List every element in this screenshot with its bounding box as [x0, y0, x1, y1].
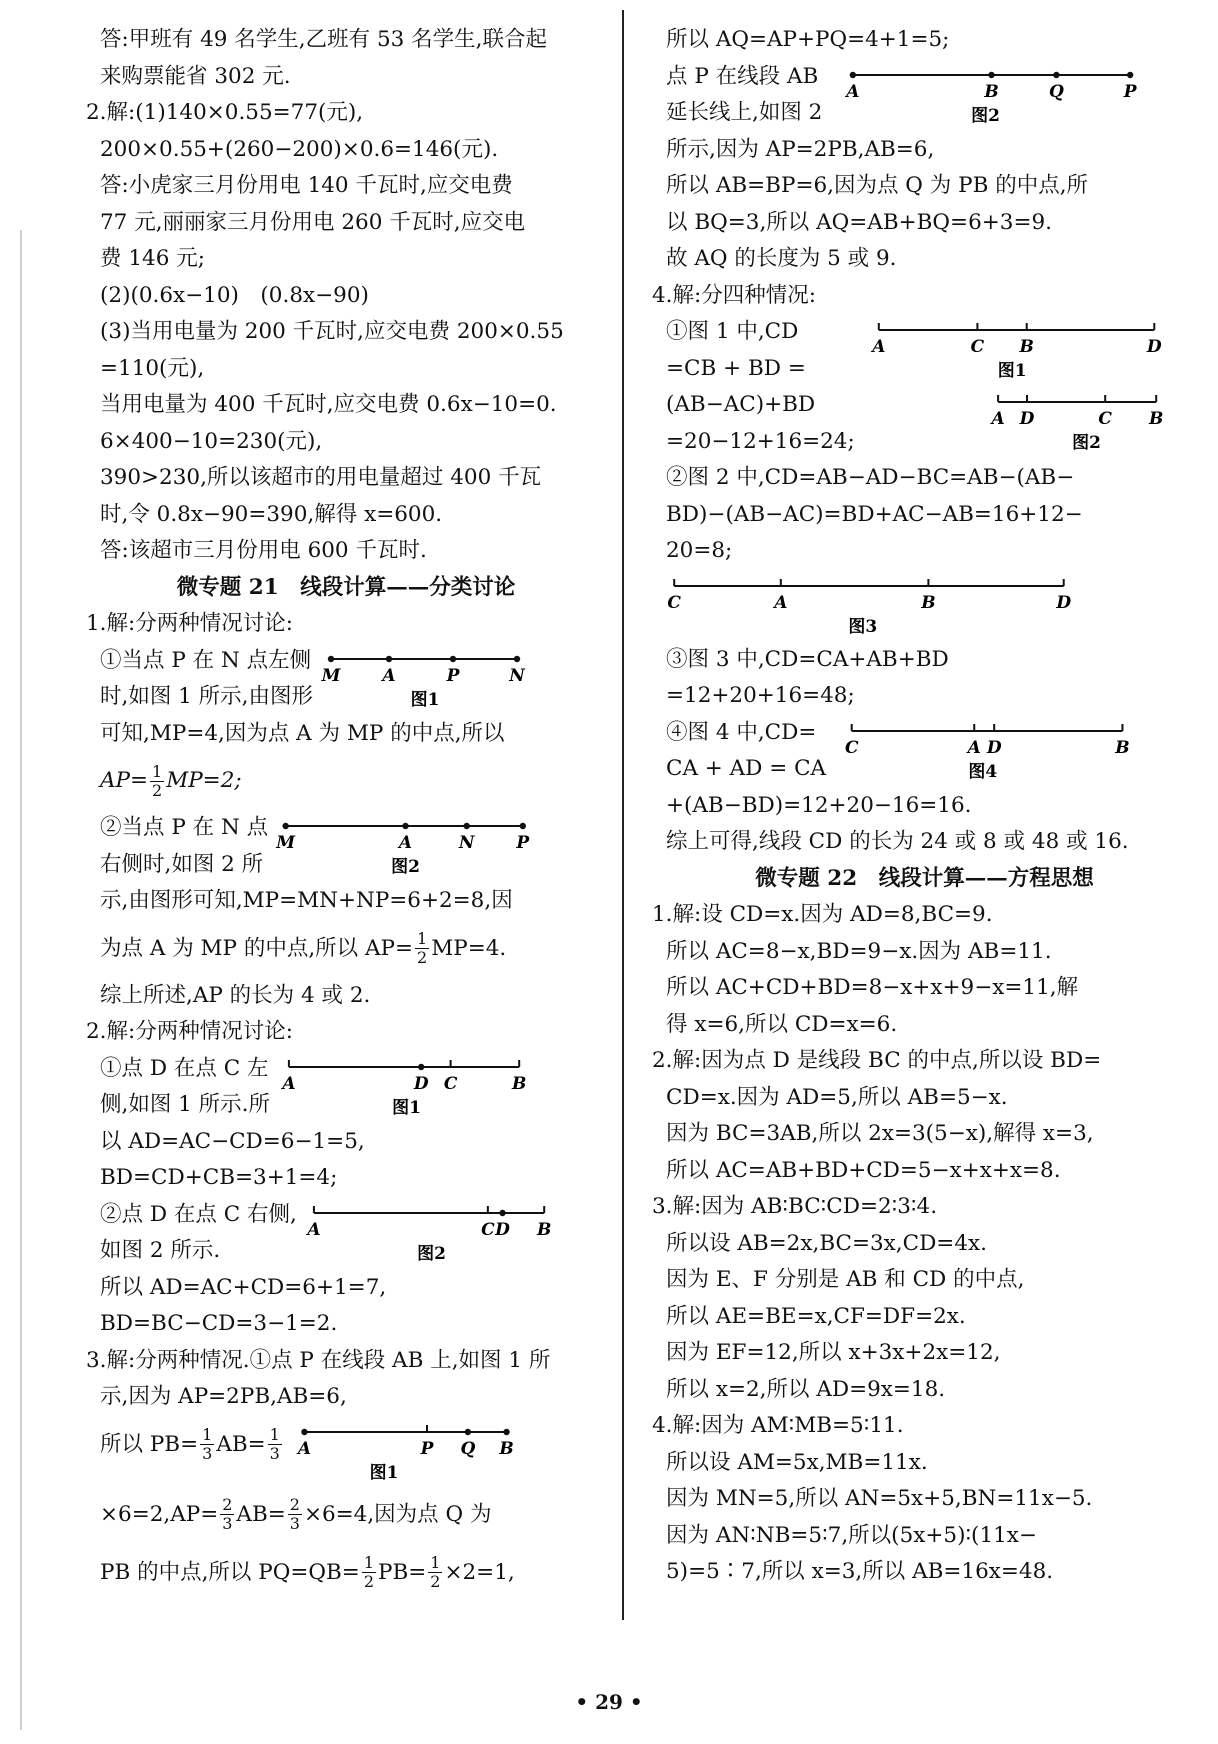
math-text: ×6=2,AP=	[100, 1501, 219, 1527]
figure-caption: 图4	[968, 761, 998, 782]
segment-point	[386, 655, 392, 661]
text-line	[86, 1544, 606, 1602]
text-line: ③图 3 中,CD=CA+AB+BD	[666, 646, 949, 672]
text-line: 因为 EF=12,所以 x+3x+2x=12,	[666, 1340, 1001, 1365]
text-line: 当用电量为 400 千瓦时,应交电费 0.6x−10=0.	[100, 392, 557, 417]
segment-point	[402, 823, 408, 829]
math-text: 为点 A 为 MP 的中点,所以 AP=	[100, 935, 414, 961]
fraction-numerator: 1	[430, 1553, 441, 1572]
text-line: 综上可得,线段 CD 的长为 24 或 8 或 48 或 16.	[666, 829, 1129, 854]
q3-case2-row	[652, 59, 1197, 132]
text-line	[86, 752, 606, 810]
point-label: A	[871, 337, 886, 357]
segment-figure	[993, 386, 1163, 458]
fraction-numerator: 1	[417, 929, 428, 948]
text-line: 延长线上,如图 2	[666, 100, 823, 125]
fraction-numerator: 1	[363, 1553, 375, 1572]
text-line: CD=x.因为 AD=5,所以 AB=5−x.	[666, 1084, 1008, 1110]
point-label: Q	[1049, 81, 1065, 102]
point-label: D	[495, 1219, 510, 1240]
text-line: 所以 AC+CD+BD=8−x+x+9−x=11,解	[666, 975, 1079, 1000]
point-label: D	[1056, 592, 1072, 613]
figure-caption: 图1	[410, 689, 440, 710]
text-line: 如图 2 所示.	[100, 1238, 221, 1263]
point-label: D	[1019, 409, 1035, 429]
text-line: =20−12+16=24;	[666, 428, 855, 454]
fraction	[268, 1426, 282, 1463]
text-line: 以 AD=AC−CD=6−1=5,	[100, 1128, 365, 1154]
text-line: BD=CD+CB=3+1=4;	[100, 1165, 338, 1190]
text-line: 20=8;	[666, 538, 733, 563]
text-line: 200×0.55+(260−200)×0.6=146(元).	[100, 136, 499, 162]
scan-edge-line	[20, 230, 22, 1730]
text-line: ①点 D 在点 C 左	[100, 1055, 269, 1081]
math-text: MP=4.	[431, 935, 507, 961]
text-line: 2.解:因为点 D 是线段 BC 的中点,所以设 BD=	[652, 1048, 1102, 1073]
math-text: ×2=1,	[444, 1559, 515, 1585]
segment-point	[464, 1428, 470, 1434]
point-label: A	[382, 665, 396, 686]
text-line: 可知,MP=4,因为点 A 为 MP 的中点,所以	[100, 720, 505, 746]
fraction-denominator: 3	[222, 1514, 233, 1533]
segment-diagram	[844, 59, 1139, 129]
text-line: 所以设 AM=5x,MB=11x.	[666, 1449, 928, 1475]
text-line: 答:该超市三月份用电 600 千瓦时.	[100, 538, 427, 563]
text-line: BD)−(AB−AC)=BD+AC−AB=16+12−	[666, 501, 1083, 527]
text-line: BD=BC−CD=3−1=2.	[100, 1311, 338, 1336]
math-text: PB 的中点,所以 PQ=QB=	[100, 1559, 360, 1585]
text-line: =12+20+16=48;	[666, 683, 855, 708]
point-label: A	[774, 592, 788, 613]
q2-case1-row	[86, 1051, 606, 1124]
text-line: 所以 AC=8−x,BD=9−x.因为 AB=11.	[666, 938, 1052, 964]
text-line: 77 元,丽丽家三月份用电 260 千瓦时,应交电	[100, 209, 526, 235]
math-text: AB=	[216, 1431, 266, 1457]
point-label: A	[282, 1073, 296, 1094]
text-line: 6×400−10=230(元),	[100, 428, 323, 454]
segment-diagram	[284, 1051, 529, 1121]
point-label: A	[297, 1438, 311, 1459]
point-label: C	[845, 737, 859, 758]
text-line: 所以设 AB=2x,BC=3x,CD=4x.	[666, 1230, 987, 1256]
fraction-denominator: 3	[202, 1444, 213, 1463]
segment-point	[283, 823, 289, 829]
text-line: 时,如图 1 所示,由图形	[100, 684, 314, 709]
text-line: 综上所述,AP 的长为 4 或 2.	[100, 982, 371, 1008]
point-label: B	[984, 81, 1000, 102]
column-divider	[622, 10, 624, 1620]
text-line: CA + AD = CA	[666, 756, 827, 781]
text-line: 1.解:设 CD=x.因为 AD=8,BC=9.	[652, 902, 993, 927]
text-line: (AB−AC)+BD	[666, 392, 816, 417]
point-label: C	[443, 1073, 458, 1094]
point-label: C	[480, 1219, 495, 1240]
text-line: 1.解:分两种情况讨论:	[86, 611, 294, 636]
figure-caption: 图2	[416, 1243, 446, 1264]
point-label: M	[321, 665, 341, 686]
text-line	[86, 920, 606, 978]
text-line: 来购票能省 302 元.	[100, 63, 291, 89]
text-line: 所以 AC=AB+BD+CD=5−x+x+x=8.	[666, 1157, 1061, 1183]
point-label: B	[512, 1073, 527, 1094]
fraction-numerator: 1	[202, 1425, 213, 1444]
fraction	[150, 763, 164, 800]
text-line: ①图 1 中,CD	[666, 319, 799, 344]
point-label: A	[846, 81, 860, 102]
segment-point	[1127, 71, 1133, 77]
point-label: B	[921, 592, 936, 613]
segment-diagram	[309, 1197, 554, 1267]
segment-figure	[846, 715, 1131, 787]
text-line: 点 P 在线段 AB	[666, 63, 819, 89]
segment-point	[989, 71, 995, 77]
math-text: 所以 PB=	[100, 1431, 199, 1457]
math-text: MP=2;	[166, 768, 242, 793]
text-line: 因为 E、F 分别是 AB 和 CD 的中点,	[666, 1267, 1025, 1292]
text-line: 4.解:分四种情况:	[652, 282, 817, 308]
figure-caption: 图2	[971, 105, 1001, 126]
segment-diagram	[298, 1416, 513, 1486]
text-line: 2.解:(1)140×0.55=77(元),	[86, 100, 364, 125]
figure-caption: 图3	[848, 616, 878, 637]
math-text: ×6=4,因为点 Q 为	[303, 1501, 492, 1527]
text-line: 4.解:因为 AM∶MB=5∶11.	[652, 1413, 904, 1438]
fraction-numerator: 2	[222, 1495, 233, 1514]
segment-diagram	[666, 570, 1076, 642]
fraction-denominator: 3	[269, 1444, 280, 1463]
segment-diagram	[846, 715, 1131, 787]
math-text: AP=	[100, 768, 149, 793]
fraction-numerator: 1	[152, 761, 163, 781]
text-line: 3.解:因为 AB∶BC∶CD=2∶3∶4.	[652, 1194, 938, 1219]
segment-figure	[278, 810, 533, 880]
point-label: C	[970, 337, 984, 357]
segment-point	[499, 1209, 505, 1215]
segment-figure	[321, 643, 525, 713]
text-line	[86, 1486, 606, 1544]
q2-case2-row	[86, 1197, 606, 1270]
segment-diagram	[321, 643, 525, 713]
segment-diagram	[993, 386, 1163, 458]
text-line: 时,令 0.8x−90=390,解得 x=600.	[100, 501, 443, 527]
fraction-numerator: 2	[289, 1495, 300, 1514]
text-line: 得 x=6,所以 CD=x=6.	[666, 1011, 898, 1037]
text-line: 答:小虎家三月份用电 140 千瓦时,应交电费	[100, 173, 513, 198]
point-label: A	[307, 1219, 321, 1240]
segment-point	[464, 823, 470, 829]
left-column	[86, 22, 606, 1602]
text-line: (3)当用电量为 200 千瓦时,应交电费 200×0.55	[100, 319, 564, 344]
text-line: ①当点 P 在 N 点左侧	[100, 647, 312, 673]
text-line: ②当点 P 在 N 点	[100, 815, 269, 840]
page-number: • 29 •	[575, 1690, 643, 1714]
text-line: 示,因为 AP=2PB,AB=6,	[100, 1384, 347, 1409]
fraction	[362, 1554, 376, 1591]
text-line: 所以 AB=BP=6,因为点 Q 为 PB 的中点,所	[666, 173, 1089, 198]
figure-caption: 图2	[1071, 433, 1101, 453]
text-line: 以 BQ=3,所以 AQ=AB+BQ=6+3=9.	[666, 209, 1052, 235]
segment-point	[418, 1063, 424, 1069]
point-label: A	[991, 409, 1005, 429]
q1-case2-row	[86, 810, 606, 883]
fraction-denominator: 2	[430, 1572, 441, 1591]
section-title: 微专题 22 线段计算——方程思想	[755, 865, 1094, 891]
fraction	[200, 1426, 214, 1463]
text-line: =CB + BD =	[666, 355, 806, 381]
figure-caption: 图1	[997, 361, 1027, 381]
segment-figure	[298, 1416, 513, 1486]
text-line: ②点 D 在点 C 右侧,	[100, 1201, 297, 1227]
segment-figure	[666, 570, 1076, 642]
text-line: 侧,如图 1 所示.所	[100, 1092, 271, 1117]
point-label: D	[413, 1073, 429, 1094]
figure-caption: 图1	[392, 1097, 421, 1118]
text-line: 因为 AN∶NB=5∶7,所以(5x+5)∶(11x−	[666, 1522, 1037, 1548]
segment-diagram	[873, 314, 1163, 386]
text-line: ②图 2 中,CD=AB−AD−BC=AB−(AB−	[666, 465, 1075, 490]
figure-caption: 图2	[391, 857, 421, 877]
point-label: M	[276, 833, 296, 853]
point-label: C	[667, 592, 681, 613]
text-line	[86, 1416, 284, 1474]
segment-figure	[873, 314, 1163, 386]
point-label: A	[967, 737, 981, 758]
text-line: =110(元),	[100, 355, 205, 381]
segment-point	[450, 655, 456, 661]
fraction	[288, 1496, 302, 1533]
text-line: 答:甲班有 49 名学生,乙班有 53 名学生,联合起	[100, 27, 547, 52]
text-line: (2)(0.6x−10) (0.8x−90)	[100, 282, 369, 308]
text-line: 所以 AQ=AP+PQ=4+1=5;	[666, 27, 950, 52]
math-text: PB=	[378, 1559, 427, 1585]
figure-caption: 图1	[369, 1462, 399, 1483]
right-column	[652, 22, 1197, 1591]
text-line: 因为 BC=3AB,所以 2x=3(5−x),解得 x=3,	[666, 1121, 1094, 1146]
fraction-denominator: 2	[152, 780, 163, 800]
text-line: 所以 x=2,所以 AD=9x=18.	[666, 1376, 946, 1402]
text-line: 故 AQ 的长度为 5 或 9.	[666, 246, 897, 271]
fraction	[415, 930, 429, 967]
text-line: 3.解:分两种情况.①点 P 在线段 AB 上,如图 1 所	[86, 1347, 551, 1373]
fraction-denominator: 2	[363, 1572, 375, 1591]
point-label: B	[499, 1438, 514, 1459]
point-label: A	[399, 833, 413, 853]
fraction	[220, 1496, 234, 1533]
point-label: B	[1148, 409, 1164, 429]
segment-figure	[309, 1197, 554, 1267]
math-text: AB=	[236, 1501, 286, 1527]
text-line: +(AB−BD)=12+20−16=16.	[666, 792, 972, 818]
segment-figure	[284, 1051, 529, 1121]
text-line: 示,由图形可知,MP=MN+NP=6+2=8,因	[100, 888, 513, 913]
point-label: N	[459, 833, 475, 853]
segment-point	[1054, 71, 1060, 77]
segment-figure	[844, 59, 1139, 129]
point-label: C	[1098, 409, 1112, 429]
segment-point	[301, 1428, 307, 1434]
fraction-denominator: 3	[289, 1514, 300, 1533]
point-label: B	[1019, 337, 1034, 357]
point-label: D	[986, 737, 1002, 758]
q4-case4-row	[652, 715, 1197, 788]
segment-diagram	[278, 810, 533, 880]
q3-case1-row	[86, 1416, 606, 1486]
segment-point	[328, 655, 334, 661]
point-label: P	[516, 833, 530, 853]
text-line: 2.解:分两种情况讨论:	[86, 1019, 294, 1044]
point-label: B	[1115, 737, 1130, 758]
text-line: 右侧时,如图 2 所	[100, 851, 264, 877]
point-label: Q	[460, 1438, 476, 1459]
text-line: 所以 AE=BE=x,CF=DF=2x.	[666, 1303, 966, 1329]
text-line: 因为 MN=5,所以 AN=5x+5,BN=11x−5.	[666, 1486, 1093, 1511]
point-label: P	[446, 665, 460, 686]
text-line: 390>230,所以该超市的用电量超过 400 千瓦	[100, 465, 542, 490]
q1-case1-row	[86, 643, 606, 716]
text-line: 5)=5∶7,所以 x=3,所以 AB=16x=48.	[666, 1559, 1054, 1584]
fraction-denominator: 2	[417, 948, 428, 967]
text-line: 所以 AD=AC+CD=6+1=7,	[100, 1274, 387, 1300]
section-title: 微专题 21 线段计算——分类讨论	[176, 574, 516, 600]
point-label: N	[509, 665, 525, 686]
point-label: P	[1124, 81, 1137, 102]
text-line: 所示,因为 AP=2PB,AB=6,	[666, 136, 935, 162]
point-label: P	[420, 1438, 434, 1459]
point-label: B	[536, 1219, 552, 1240]
segment-point	[520, 823, 526, 829]
segment-point	[850, 71, 856, 77]
point-label: D	[1146, 337, 1162, 357]
text-line: 费 146 元;	[100, 246, 205, 271]
q4-case12-row	[652, 314, 1197, 460]
text-line: ④图 4 中,CD=	[666, 719, 817, 745]
fraction	[428, 1554, 442, 1591]
segment-point	[503, 1428, 509, 1434]
segment-point	[514, 655, 520, 661]
fraction-numerator: 1	[269, 1425, 280, 1444]
